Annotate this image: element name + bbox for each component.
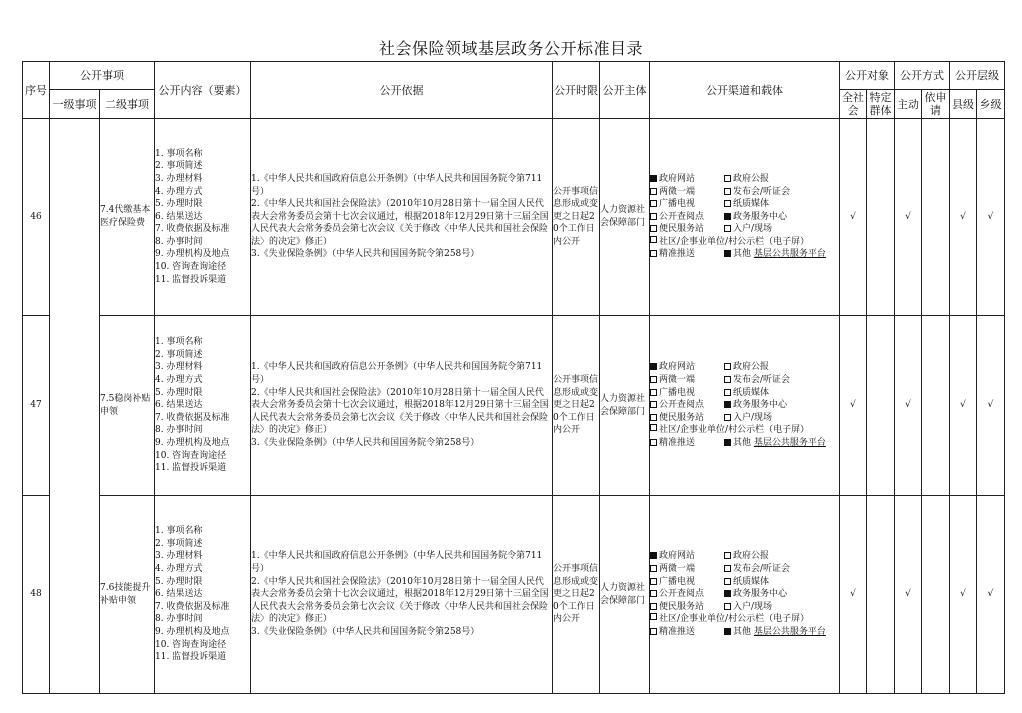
checkbox-empty-icon xyxy=(650,225,657,232)
row-subject: 人力资源社会保障部门 xyxy=(600,496,650,694)
channel-press: 发布会/听证会 xyxy=(733,564,791,575)
checkbox-checked-icon xyxy=(650,175,657,182)
row-level2: 7.5稳岗补贴申领 xyxy=(100,316,155,496)
channel-reading-point: 公开查阅点 xyxy=(659,211,705,222)
channel-broadcast: 广播电视 xyxy=(659,199,696,210)
checkbox-empty-icon xyxy=(724,414,731,421)
row-method-active: √ xyxy=(895,316,922,496)
content-item: 8. 办事时间 xyxy=(155,425,203,436)
row-basis: 1.《中华人民共和国政府信息公开条例》（中华人民共和国国务院令第711号） 2.《中华人民共和国社会保险法》（2010年10月28日第十一届全国人民代表大会常务委员会第十七次会议通过，根据2018年12月29日第十三届全国人民代表大会常务委员会第七次会议《关于修改〈中华人民共和国社会保险法〉的决定》修正） 3.《失业保险条例》（中华人民共和国国务院令第258号） xyxy=(251,316,553,496)
channel-other-label: 其他 xyxy=(733,437,752,448)
checkbox-empty-icon xyxy=(650,213,657,220)
checkbox-empty-icon xyxy=(724,565,731,572)
content-item: 5. 办理时限 xyxy=(155,576,203,587)
row-basis: 1.《中华人民共和国政府信息公开条例》（中华人民共和国国务院令第711号） 2.《中华人民共和国社会保险法》（2010年10月28日第十一届全国人民代表大会常务委员会第十七次会议通过，根据2018年12月29日第十三届全国人民代表大会常务委员会第七次会议《关于修改〈中华人民共和国社会保险法〉的决定》修正） 3.《失业保险条例》（中华人民共和国国务院令第258号） xyxy=(251,119,553,316)
row-level-township: √ xyxy=(977,119,1005,316)
channel-door: 入户/现场 xyxy=(733,601,773,612)
row-seq: 46 xyxy=(23,119,50,316)
checkbox-empty-icon xyxy=(724,578,731,585)
content-item: 5. 办理时限 xyxy=(155,199,203,210)
channel-gov-website: 政府网站 xyxy=(659,173,696,184)
row-target-all: √ xyxy=(840,316,867,496)
row-method-request xyxy=(922,316,950,496)
checkbox-empty-icon xyxy=(724,603,731,610)
content-item: 1. 事项名称 xyxy=(155,526,203,537)
channel-service-station: 便民服务站 xyxy=(659,601,705,612)
content-item: 8. 办事时间 xyxy=(155,236,203,247)
row-time-limit: 公开事项信息形成或变更之日起20个工作日内公开 xyxy=(553,316,600,496)
checkbox-empty-icon xyxy=(650,578,657,585)
channel-precise: 精准推送 xyxy=(659,626,696,637)
row-target-specific xyxy=(867,316,895,496)
checkbox-empty-icon xyxy=(650,414,657,421)
content-item: 1. 事项名称 xyxy=(155,337,203,348)
header-method: 公开方式 xyxy=(895,62,950,90)
content-item: 11. 监督投诉渠道 xyxy=(155,274,227,285)
channel-other-label: 其他 xyxy=(733,626,752,637)
table-row xyxy=(23,316,1005,496)
channel-service-station: 便民服务站 xyxy=(659,224,705,235)
page-title: 社会保险领域基层政务公开标准目录 xyxy=(378,39,643,58)
checkbox-empty-icon xyxy=(724,200,731,207)
header-level: 公开层级 xyxy=(950,62,1005,90)
header-basis: 公开依据 xyxy=(251,62,553,119)
content-item: 2. 事项简述 xyxy=(155,349,203,360)
content-item: 6. 结果送达 xyxy=(155,589,203,600)
content-item: 10. 咨询查询途径 xyxy=(155,639,227,650)
channel-gov-website: 政府网站 xyxy=(659,362,696,373)
header-method-request: 依申请 xyxy=(922,90,950,119)
checkbox-empty-icon xyxy=(650,236,657,243)
channel-gov-website: 政府网站 xyxy=(659,551,696,562)
row-level-county: √ xyxy=(950,119,977,316)
channel-paper: 纸质媒体 xyxy=(733,387,770,398)
checkbox-empty-icon xyxy=(724,363,731,370)
checkbox-empty-icon xyxy=(650,439,657,446)
header-target: 公开对象 xyxy=(840,62,895,90)
channel-other-label: 其他 xyxy=(733,249,752,260)
channel-service-center: 政务服务中心 xyxy=(733,400,788,411)
row-target-all: √ xyxy=(840,119,867,316)
checkbox-empty-icon xyxy=(724,188,731,195)
content-item: 6. 结果送达 xyxy=(155,211,203,222)
checkbox-empty-icon xyxy=(650,250,657,257)
row-method-active: √ xyxy=(895,496,922,694)
channel-gov-gazette: 政府公报 xyxy=(733,551,770,562)
row-level1 xyxy=(50,119,100,694)
table-row xyxy=(23,119,1005,316)
checkbox-empty-icon xyxy=(724,389,731,396)
channel-paper: 纸质媒体 xyxy=(733,199,770,210)
header-level-county: 县级 xyxy=(950,90,977,119)
row-seq: 48 xyxy=(23,496,50,694)
row-seq: 47 xyxy=(23,316,50,496)
channel-community: 社区/企事业单位/村公示栏（电子屏） xyxy=(659,614,810,625)
content-item: 8. 办事时间 xyxy=(155,614,203,625)
row-time-limit: 公开事项信息形成或变更之日起20个工作日内公开 xyxy=(553,119,600,316)
content-item: 6. 结果送达 xyxy=(155,400,203,411)
row-level2: 7.6技能提升补贴申领 xyxy=(100,496,155,694)
header-matter: 公开事项 xyxy=(50,62,155,90)
checkbox-empty-icon xyxy=(650,424,657,431)
checkbox-empty-icon xyxy=(650,200,657,207)
content-item: 11. 监督投诉渠道 xyxy=(155,652,227,663)
content-item: 7. 收费依据及标准 xyxy=(155,601,230,612)
row-level-township: √ xyxy=(977,496,1005,694)
row-channels xyxy=(650,496,840,694)
checkbox-empty-icon xyxy=(724,552,731,559)
header-target-specific: 特定群体 xyxy=(867,90,895,119)
channel-service-center: 政务服务中心 xyxy=(733,211,788,222)
header-time-limit: 公开时限 xyxy=(553,62,600,119)
content-item: 3. 办理材料 xyxy=(155,362,203,373)
checkbox-empty-icon xyxy=(724,225,731,232)
checkbox-empty-icon xyxy=(650,590,657,597)
header-level-township: 乡级 xyxy=(977,90,1005,119)
checkbox-empty-icon xyxy=(724,376,731,383)
channel-community: 社区/企事业单位/村公示栏（电子屏） xyxy=(659,236,810,247)
content-item: 4. 办理方式 xyxy=(155,375,203,386)
content-item: 9. 办理机构及地点 xyxy=(155,626,230,637)
channel-precise: 精准推送 xyxy=(659,437,696,448)
checkbox-empty-icon xyxy=(650,376,657,383)
header-subject: 公开主体 xyxy=(600,62,650,119)
row-subject: 人力资源社会保障部门 xyxy=(600,119,650,316)
channel-paper: 纸质媒体 xyxy=(733,576,770,587)
row-content xyxy=(155,496,251,694)
row-level2: 7.4代缴基本医疗保险费 xyxy=(100,119,155,316)
header-seq: 序号 xyxy=(23,62,50,119)
content-item: 7. 收费依据及标准 xyxy=(155,224,230,235)
row-target-specific xyxy=(867,496,895,694)
checkbox-checked-icon xyxy=(724,439,731,446)
row-channels xyxy=(650,119,840,316)
checkbox-empty-icon xyxy=(724,175,731,182)
checkbox-empty-icon xyxy=(650,401,657,408)
channel-service-station: 便民服务站 xyxy=(659,412,705,423)
channel-community: 社区/企事业单位/村公示栏（电子屏） xyxy=(659,425,810,436)
content-item: 3. 办理材料 xyxy=(155,551,203,562)
checkbox-checked-icon xyxy=(650,363,657,370)
content-item: 10. 咨询查询途径 xyxy=(155,450,227,461)
content-item: 7. 收费依据及标准 xyxy=(155,412,230,423)
channel-two-micro: 两微一端 xyxy=(659,186,696,197)
row-content xyxy=(155,316,251,496)
checkbox-checked-icon xyxy=(724,213,731,220)
content-item: 11. 监督投诉渠道 xyxy=(155,463,227,474)
header-level2: 二级事项 xyxy=(100,90,155,119)
channel-reading-point: 公开查阅点 xyxy=(659,589,705,600)
checkbox-empty-icon xyxy=(650,628,657,635)
channel-gov-gazette: 政府公报 xyxy=(733,362,770,373)
header-level1: 一级事项 xyxy=(50,90,100,119)
content-item: 4. 办理方式 xyxy=(155,186,203,197)
catalog-table xyxy=(22,61,1005,694)
row-basis: 1.《中华人民共和国政府信息公开条例》（中华人民共和国国务院令第711号） 2.《中华人民共和国社会保险法》（2010年10月28日第十一届全国人民代表大会常务委员会第十七次会议通过，根据2018年12月29日第十三届全国人民代表大会常务委员会第七次会议《关于修改〈中华人民共和国社会保险法〉的决定》修正） 3.《失业保险条例》（中华人民共和国国务院令第258号） xyxy=(251,496,553,694)
checkbox-checked-icon xyxy=(724,250,731,257)
channel-door: 入户/现场 xyxy=(733,412,773,423)
content-item: 9. 办理机构及地点 xyxy=(155,437,230,448)
checkbox-checked-icon xyxy=(650,552,657,559)
row-time-limit: 公开事项信息形成或变更之日起20个工作日内公开 xyxy=(553,496,600,694)
header-target-all: 全社会 xyxy=(840,90,867,119)
channel-other-value: 基层公共服务平台 xyxy=(753,626,826,637)
content-item: 10. 咨询查询途径 xyxy=(155,262,227,273)
checkbox-empty-icon xyxy=(650,565,657,572)
content-item: 2. 事项简述 xyxy=(155,538,203,549)
content-item: 1. 事项名称 xyxy=(155,148,203,159)
channel-other-value: 基层公共服务平台 xyxy=(753,437,826,448)
channel-door: 入户/现场 xyxy=(733,224,773,235)
header-content: 公开内容（要素） xyxy=(155,62,251,119)
channel-reading-point: 公开查阅点 xyxy=(659,400,705,411)
row-level-county: √ xyxy=(950,496,977,694)
channel-press: 发布会/听证会 xyxy=(733,375,791,386)
checkbox-checked-icon xyxy=(724,590,731,597)
checkbox-checked-icon xyxy=(724,628,731,635)
row-level-county: √ xyxy=(950,316,977,496)
row-channels xyxy=(650,316,840,496)
table-row xyxy=(23,496,1005,694)
header-method-active: 主动 xyxy=(895,90,922,119)
content-item: 2. 事项简述 xyxy=(155,161,203,172)
header-channels: 公开渠道和载体 xyxy=(650,62,840,119)
channel-press: 发布会/听证会 xyxy=(733,186,791,197)
channel-two-micro: 两微一端 xyxy=(659,375,696,386)
content-item: 9. 办理机构及地点 xyxy=(155,249,230,260)
channel-service-center: 政务服务中心 xyxy=(733,589,788,600)
checkbox-empty-icon xyxy=(650,188,657,195)
row-level-township: √ xyxy=(977,316,1005,496)
checkbox-empty-icon xyxy=(650,603,657,610)
row-content xyxy=(155,119,251,316)
row-method-active: √ xyxy=(895,119,922,316)
channel-broadcast: 广播电视 xyxy=(659,576,696,587)
content-item: 4. 办理方式 xyxy=(155,564,203,575)
row-target-specific xyxy=(867,119,895,316)
checkbox-empty-icon xyxy=(650,613,657,620)
channel-precise: 精准推送 xyxy=(659,249,696,260)
checkbox-checked-icon xyxy=(724,401,731,408)
content-item: 5. 办理时限 xyxy=(155,387,203,398)
channel-broadcast: 广播电视 xyxy=(659,387,696,398)
channel-other-value: 基层公共服务平台 xyxy=(753,249,826,260)
row-target-all: √ xyxy=(840,496,867,694)
row-method-request xyxy=(922,496,950,694)
row-subject: 人力资源社会保障部门 xyxy=(600,316,650,496)
channel-gov-gazette: 政府公报 xyxy=(733,173,770,184)
header-row-1 xyxy=(23,62,1005,90)
row-method-request xyxy=(922,119,950,316)
channel-two-micro: 两微一端 xyxy=(659,564,696,575)
content-item: 3. 办理材料 xyxy=(155,173,203,184)
checkbox-empty-icon xyxy=(650,389,657,396)
